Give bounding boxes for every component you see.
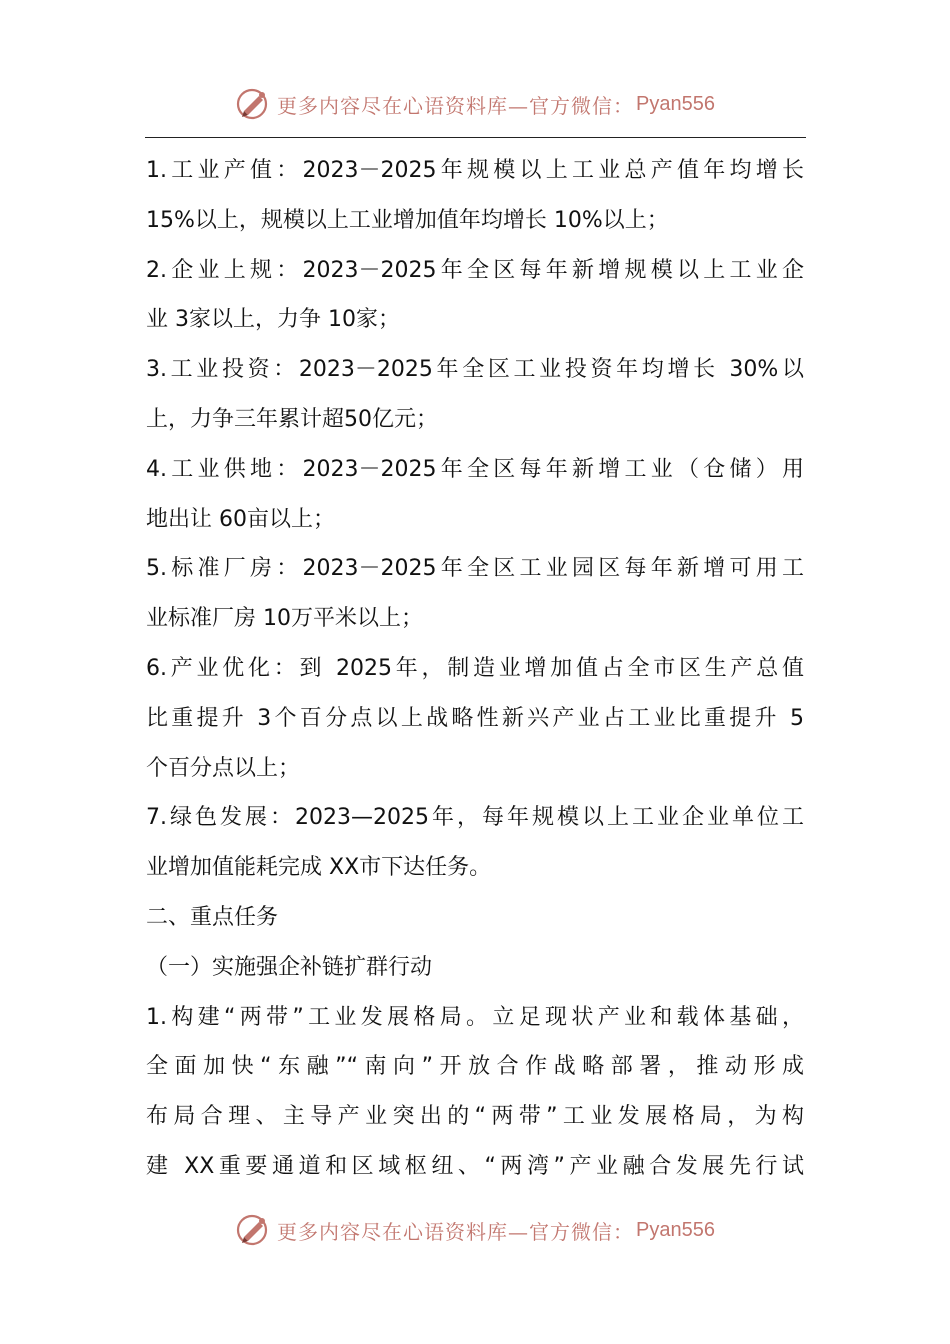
text-line: 比重提升 3个百分点以上战略性新兴产业占工业比重提升 5 — [146, 705, 804, 731]
text-line: 业标准厂房 10万平米以上； — [146, 606, 423, 632]
header-divider — [145, 137, 806, 138]
wechat-handle: Pyan556 — [636, 1218, 715, 1241]
section-heading: 二、重点任务 — [146, 904, 279, 930]
text-line: 1.构建“两带”工业发展格局。立足现状产业和载体基础， — [146, 1004, 804, 1030]
text-line: 2.企业上规：2023－2025年全区每年新增规模以上工业企 — [146, 257, 804, 283]
text-line: 1.工业产值：2023－2025年规模以上工业总产值年均增长 — [146, 158, 804, 183]
text-line: 4.工业供地：2023－2025年全区每年新增工业（仓储）用 — [146, 456, 804, 482]
text-line: 5.标准厂房：2023－2025年全区工业园区每年新增可用工 — [146, 556, 804, 582]
pen-logo-icon — [235, 1212, 271, 1248]
body-text — [146, 146, 804, 1192]
text-line: 业 3家以上，力争 10家； — [146, 307, 400, 333]
banner-text: 更多内容尽在心语资料库—官方微信： — [277, 93, 635, 118]
text-line: 业增加值能耗完成 XX市下达任务。 — [146, 855, 492, 881]
text-line: 个百分点以上； — [146, 755, 301, 781]
subsection-heading: （一）实施强企补链扩群行动 — [146, 954, 433, 980]
text-line: 7.绿色发展：2023—2025年，每年规模以上工业企业单位工 — [146, 805, 804, 831]
text-line: 上，力争三年累计超50亿元； — [146, 406, 438, 432]
text-line: 全面加快“东融”“南向”开放合作战略部署，推动形成 — [146, 1054, 804, 1080]
text-line: 布局合理、主导产业突出的“两带”工业发展格局，为构 — [146, 1104, 804, 1130]
text-line: 6.产业优化：到 2025年，制造业增加值占全市区生产总值 — [146, 655, 804, 681]
pen-logo-icon — [235, 86, 271, 122]
footer-banner — [0, 1210, 950, 1250]
text-line: 15%以上，规模以上工业增加值年均增长 10%以上； — [146, 207, 669, 233]
banner-text: 更多内容尽在心语资料库—官方微信： — [277, 1219, 635, 1244]
header-banner — [0, 84, 950, 124]
wechat-handle: Pyan556 — [636, 92, 715, 115]
text-line: 地出让 60亩以上； — [146, 506, 335, 532]
text-line: 建 XX重要通道和区域枢纽、“两湾”产业融合发展先行试 — [146, 1153, 804, 1179]
text-line: 3.工业投资：2023－2025年全区工业投资年均增长 30%以 — [146, 357, 804, 383]
